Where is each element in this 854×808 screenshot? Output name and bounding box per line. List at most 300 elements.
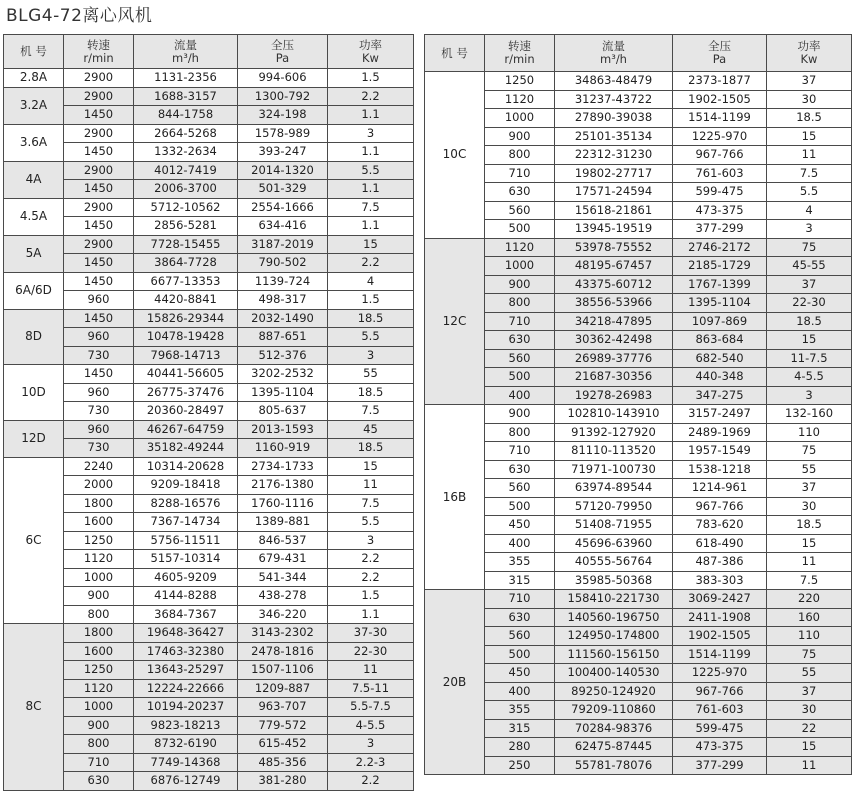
power-cell: 37 [767,72,852,91]
flow-cell: 13945-19519 [555,220,673,239]
table-row [4,624,414,643]
speed-cell: 1600 [64,513,134,532]
table-row [4,513,414,532]
speed-cell: 1450 [64,106,134,125]
flow-cell: 5756-11511 [134,531,238,550]
flow-cell: 844-1758 [134,106,238,125]
header-speed [64,35,134,69]
speed-cell: 630 [485,183,555,202]
table-row [4,550,414,569]
header-pressure [238,35,328,69]
pressure-cell: 2014-1320 [238,161,328,180]
speed-cell: 630 [485,608,555,627]
table-row [425,553,852,572]
flow-cell: 79209-110860 [555,701,673,720]
flow-cell: 19648-36427 [134,624,238,643]
speed-cell: 560 [485,479,555,498]
pressure-cell: 994-606 [238,69,328,88]
table-row [425,127,852,146]
power-cell: 37 [767,682,852,701]
table-row [425,294,852,313]
flow-cell: 17571-24594 [555,183,673,202]
speed-cell: 1250 [64,661,134,680]
speed-cell: 1120 [64,679,134,698]
speed-cell: 800 [485,294,555,313]
speed-cell: 1120 [485,238,555,257]
flow-cell: 6677-13353 [134,272,238,291]
power-cell: 18.5 [328,309,414,328]
pressure-cell: 541-344 [238,568,328,587]
pressure-cell: 1902-1505 [673,627,767,646]
speed-cell: 400 [485,682,555,701]
table-row [425,220,852,239]
model-cell: 6A/6D [4,272,64,309]
power-cell: 1.1 [328,605,414,624]
power-cell: 7.5 [328,402,414,421]
table-row [425,238,852,257]
pressure-cell: 1225-970 [673,127,767,146]
pressure-cell: 498-317 [238,291,328,310]
flow-cell: 89250-124920 [555,682,673,701]
flow-cell: 5157-10314 [134,550,238,569]
header-pressure-unit: Pa [712,52,727,66]
power-cell: 7.5 [767,571,852,590]
header-model-label: 机 号 [20,44,47,58]
flow-cell: 34863-48479 [555,72,673,91]
model-cell: 4A [4,161,64,198]
speed-cell: 1450 [64,217,134,236]
pressure-cell: 863-684 [673,331,767,350]
header-flow-unit: m³/h [600,52,627,66]
speed-cell: 280 [485,738,555,757]
flow-cell: 4012-7419 [134,161,238,180]
pressure-cell: 779-572 [238,716,328,735]
pressure-cell: 967-766 [673,682,767,701]
pressure-cell: 679-431 [238,550,328,569]
flow-cell: 27890-39038 [555,109,673,128]
flow-cell: 1131-2356 [134,69,238,88]
speed-cell: 1000 [485,257,555,276]
table-row [4,328,414,347]
power-cell: 18.5 [767,312,852,331]
flow-cell: 7367-14734 [134,513,238,532]
table-row [425,183,852,202]
flow-cell: 4420-8841 [134,291,238,310]
table-row [4,679,414,698]
right-spec-table [424,34,852,775]
header-power-unit: Kw [800,52,818,66]
table-row [425,738,852,757]
table-row [425,164,852,183]
speed-cell: 315 [485,571,555,590]
power-cell: 3 [328,735,414,754]
power-cell: 75 [767,238,852,257]
speed-cell: 1000 [64,568,134,587]
power-cell: 18.5 [328,383,414,402]
power-cell: 18.5 [328,439,414,458]
pressure-cell: 1902-1505 [673,90,767,109]
pressure-cell: 2734-1733 [238,457,328,476]
pressure-cell: 887-651 [238,328,328,347]
power-cell: 22 [767,719,852,738]
pressure-cell: 761-603 [673,701,767,720]
table-row [425,442,852,461]
flow-cell: 19802-27717 [555,164,673,183]
pressure-cell: 618-490 [673,534,767,553]
pressure-cell: 1395-1104 [673,294,767,313]
flow-cell: 62475-87445 [555,738,673,757]
power-cell: 2.2 [328,772,414,791]
speed-cell: 710 [485,442,555,461]
power-cell: 1.5 [328,587,414,606]
flow-cell: 3684-7367 [134,605,238,624]
table-row [425,72,852,91]
power-cell: 2.2-3 [328,753,414,772]
model-cell: 12D [4,420,64,457]
table-row [4,124,414,143]
power-cell: 7.5 [767,164,852,183]
header-power-label: 功率 [797,39,821,53]
power-cell: 160 [767,608,852,627]
table-row [425,423,852,442]
power-cell: 4 [767,201,852,220]
speed-cell: 900 [64,587,134,606]
table-row [425,331,852,350]
pressure-cell: 485-356 [238,753,328,772]
header-speed-unit: r/min [504,52,535,66]
power-cell: 1.1 [328,143,414,162]
power-cell: 37 [767,275,852,294]
speed-cell: 710 [485,164,555,183]
flow-cell: 2664-5268 [134,124,238,143]
model-cell: 6C [4,457,64,624]
power-cell: 2.2 [328,568,414,587]
pressure-cell: 1225-970 [673,664,767,683]
pressure-cell: 805-637 [238,402,328,421]
flow-cell: 40555-56764 [555,553,673,572]
speed-cell: 1450 [64,272,134,291]
pressure-cell: 1760-1116 [238,494,328,513]
power-cell: 55 [328,365,414,384]
pressure-cell: 1538-1218 [673,460,767,479]
pressure-cell: 599-475 [673,183,767,202]
speed-cell: 900 [485,405,555,424]
pressure-cell: 967-766 [673,497,767,516]
flow-cell: 15826-29344 [134,309,238,328]
model-cell: 8C [4,624,64,791]
power-cell: 75 [767,442,852,461]
pressure-cell: 2013-1593 [238,420,328,439]
table-row [425,386,852,405]
table-row [425,257,852,276]
table-row [425,701,852,720]
table-row [4,531,414,550]
speed-cell: 355 [485,553,555,572]
header-power-label: 功率 [359,37,382,52]
speed-cell: 1450 [64,254,134,273]
speed-cell: 2900 [64,235,134,254]
flow-cell: 5712-10562 [134,198,238,217]
flow-cell: 158410-221730 [555,590,673,609]
pressure-cell: 2554-1666 [238,198,328,217]
speed-cell: 500 [485,645,555,664]
power-cell: 55 [767,664,852,683]
flow-cell: 7968-14713 [134,346,238,365]
pressure-cell: 1209-887 [238,679,328,698]
power-cell: 4-5.5 [328,716,414,735]
pressure-cell: 967-766 [673,146,767,165]
model-cell: 12C [425,238,485,405]
pressure-cell: 440-348 [673,368,767,387]
header-power-unit: Kw [362,50,379,65]
table-row [4,69,414,88]
speed-cell: 960 [64,328,134,347]
pressure-cell: 2185-1729 [673,257,767,276]
model-cell: 4.5A [4,198,64,235]
pressure-cell: 324-198 [238,106,328,125]
speed-cell: 900 [64,716,134,735]
table-row [425,571,852,590]
flow-cell: 55781-78076 [555,756,673,775]
model-cell: 10C [425,72,485,239]
table-row [4,106,414,125]
flow-cell: 10314-20628 [134,457,238,476]
speed-cell: 1450 [64,143,134,162]
pressure-cell: 846-537 [238,531,328,550]
pressure-cell: 1514-1199 [673,109,767,128]
table-row [425,756,852,775]
power-cell: 15 [767,738,852,757]
speed-cell: 630 [64,772,134,791]
speed-cell: 960 [64,420,134,439]
pressure-cell: 393-247 [238,143,328,162]
speed-cell: 400 [485,534,555,553]
pressure-cell: 383-303 [673,571,767,590]
flow-cell: 8732-6190 [134,735,238,754]
flow-cell: 35182-49244 [134,439,238,458]
power-cell: 3 [328,346,414,365]
flow-cell: 57120-79950 [555,497,673,516]
flow-cell: 2856-5281 [134,217,238,236]
flow-cell: 13643-25297 [134,661,238,680]
power-cell: 110 [767,627,852,646]
speed-cell: 2900 [64,124,134,143]
speed-cell: 1120 [64,550,134,569]
flow-cell: 38556-53966 [555,294,673,313]
flow-cell: 63974-89544 [555,479,673,498]
power-cell: 1.5 [328,69,414,88]
pressure-cell: 1139-724 [238,272,328,291]
table-row [425,590,852,609]
table-row [425,479,852,498]
flow-cell: 40441-56605 [134,365,238,384]
table-row [425,349,852,368]
speed-cell: 730 [64,439,134,458]
speed-cell: 730 [64,402,134,421]
speed-cell: 355 [485,701,555,720]
power-cell: 5.5 [328,328,414,347]
flow-cell: 15618-21861 [555,201,673,220]
flow-cell: 4605-9209 [134,568,238,587]
table-row [425,201,852,220]
pressure-cell: 682-540 [673,349,767,368]
pressure-cell: 2489-1969 [673,423,767,442]
pressure-cell: 1767-1399 [673,275,767,294]
speed-cell: 500 [485,368,555,387]
flow-cell: 8288-16576 [134,494,238,513]
power-cell: 15 [328,235,414,254]
speed-cell: 1450 [64,180,134,199]
pressure-cell: 512-376 [238,346,328,365]
flow-cell: 45696-63960 [555,534,673,553]
power-cell: 55 [767,460,852,479]
speed-cell: 630 [485,331,555,350]
power-cell: 132-160 [767,405,852,424]
flow-cell: 30362-42498 [555,331,673,350]
power-cell: 3 [767,386,852,405]
speed-cell: 900 [485,275,555,294]
flow-cell: 10478-19428 [134,328,238,347]
table-row [4,494,414,513]
power-cell: 22-30 [328,642,414,661]
header-model [425,35,485,72]
flow-cell: 21687-30356 [555,368,673,387]
header-pressure [673,35,767,72]
table-row [4,161,414,180]
pressure-cell: 346-220 [238,605,328,624]
power-cell: 15 [767,127,852,146]
pressure-cell: 501-329 [238,180,328,199]
speed-cell: 1250 [485,72,555,91]
power-cell: 5.5-7.5 [328,698,414,717]
flow-cell: 9209-18418 [134,476,238,495]
power-cell: 75 [767,645,852,664]
left-table-body [4,69,414,791]
speed-cell: 710 [64,753,134,772]
pressure-cell: 1957-1549 [673,442,767,461]
power-cell: 11 [328,661,414,680]
table-header-row [425,35,852,72]
power-cell: 30 [767,497,852,516]
pressure-cell: 1300-792 [238,87,328,106]
flow-cell: 48195-67457 [555,257,673,276]
speed-cell: 560 [485,201,555,220]
pressure-cell: 347-275 [673,386,767,405]
speed-cell: 630 [485,460,555,479]
speed-cell: 1000 [64,698,134,717]
flow-cell: 91392-127920 [555,423,673,442]
table-row [425,608,852,627]
flow-cell: 1332-2634 [134,143,238,162]
flow-cell: 111560-156150 [555,645,673,664]
speed-cell: 1600 [64,642,134,661]
header-speed-label: 转速 [508,39,531,53]
header-power [767,35,852,72]
table-row [4,180,414,199]
model-cell: 5A [4,235,64,272]
table-row [4,753,414,772]
header-pressure-label: 全压 [271,37,294,52]
speed-cell: 1000 [485,109,555,128]
speed-cell: 450 [485,664,555,683]
header-flow-label: 流量 [602,39,625,53]
table-row [4,402,414,421]
flow-cell: 25101-35134 [555,127,673,146]
header-pressure-unit: Pa [275,50,290,65]
left-spec-table [3,34,414,791]
power-cell: 3 [328,124,414,143]
power-cell: 4 [328,272,414,291]
power-cell: 5.5 [328,513,414,532]
flow-cell: 20360-28497 [134,402,238,421]
table-row [4,605,414,624]
power-cell: 1.1 [328,106,414,125]
pressure-cell: 1578-989 [238,124,328,143]
model-cell: 2.8A [4,69,64,88]
flow-cell: 43375-60712 [555,275,673,294]
speed-cell: 2900 [64,198,134,217]
flow-cell: 53978-75552 [555,238,673,257]
table-row [4,143,414,162]
power-cell: 110 [767,423,852,442]
power-cell: 2.2 [328,87,414,106]
flow-cell: 7749-14368 [134,753,238,772]
pressure-cell: 377-299 [673,220,767,239]
pressure-cell: 1514-1199 [673,645,767,664]
pressure-cell: 377-299 [673,756,767,775]
pressure-cell: 634-416 [238,217,328,236]
pressure-cell: 1214-961 [673,479,767,498]
table-row [4,716,414,735]
flow-cell: 100400-140530 [555,664,673,683]
flow-cell: 102810-143910 [555,405,673,424]
table-row [4,309,414,328]
power-cell: 15 [328,457,414,476]
pressure-cell: 381-280 [238,772,328,791]
power-cell: 11 [767,553,852,572]
pressure-cell: 2373-1877 [673,72,767,91]
pressure-cell: 963-707 [238,698,328,717]
power-cell: 2.2 [328,254,414,273]
power-cell: 3 [328,531,414,550]
flow-cell: 46267-64759 [134,420,238,439]
model-cell: 10D [4,365,64,421]
speed-cell: 250 [485,756,555,775]
power-cell: 7.5 [328,198,414,217]
pressure-cell: 3143-2302 [238,624,328,643]
table-row [425,664,852,683]
power-cell: 3 [767,220,852,239]
power-cell: 15 [767,331,852,350]
pressure-cell: 487-386 [673,553,767,572]
speed-cell: 800 [64,735,134,754]
pressure-cell: 2032-1490 [238,309,328,328]
table-row [4,365,414,384]
flow-cell: 31237-43722 [555,90,673,109]
right-table-body [425,72,852,775]
power-cell: 2.2 [328,550,414,569]
header-pressure-label: 全压 [708,39,731,53]
speed-cell: 450 [485,516,555,535]
speed-cell: 900 [485,127,555,146]
speed-cell: 710 [485,312,555,331]
table-row [425,275,852,294]
speed-cell: 1450 [64,309,134,328]
speed-cell: 500 [485,220,555,239]
table-row [425,719,852,738]
speed-cell: 1120 [485,90,555,109]
power-cell: 11 [767,146,852,165]
